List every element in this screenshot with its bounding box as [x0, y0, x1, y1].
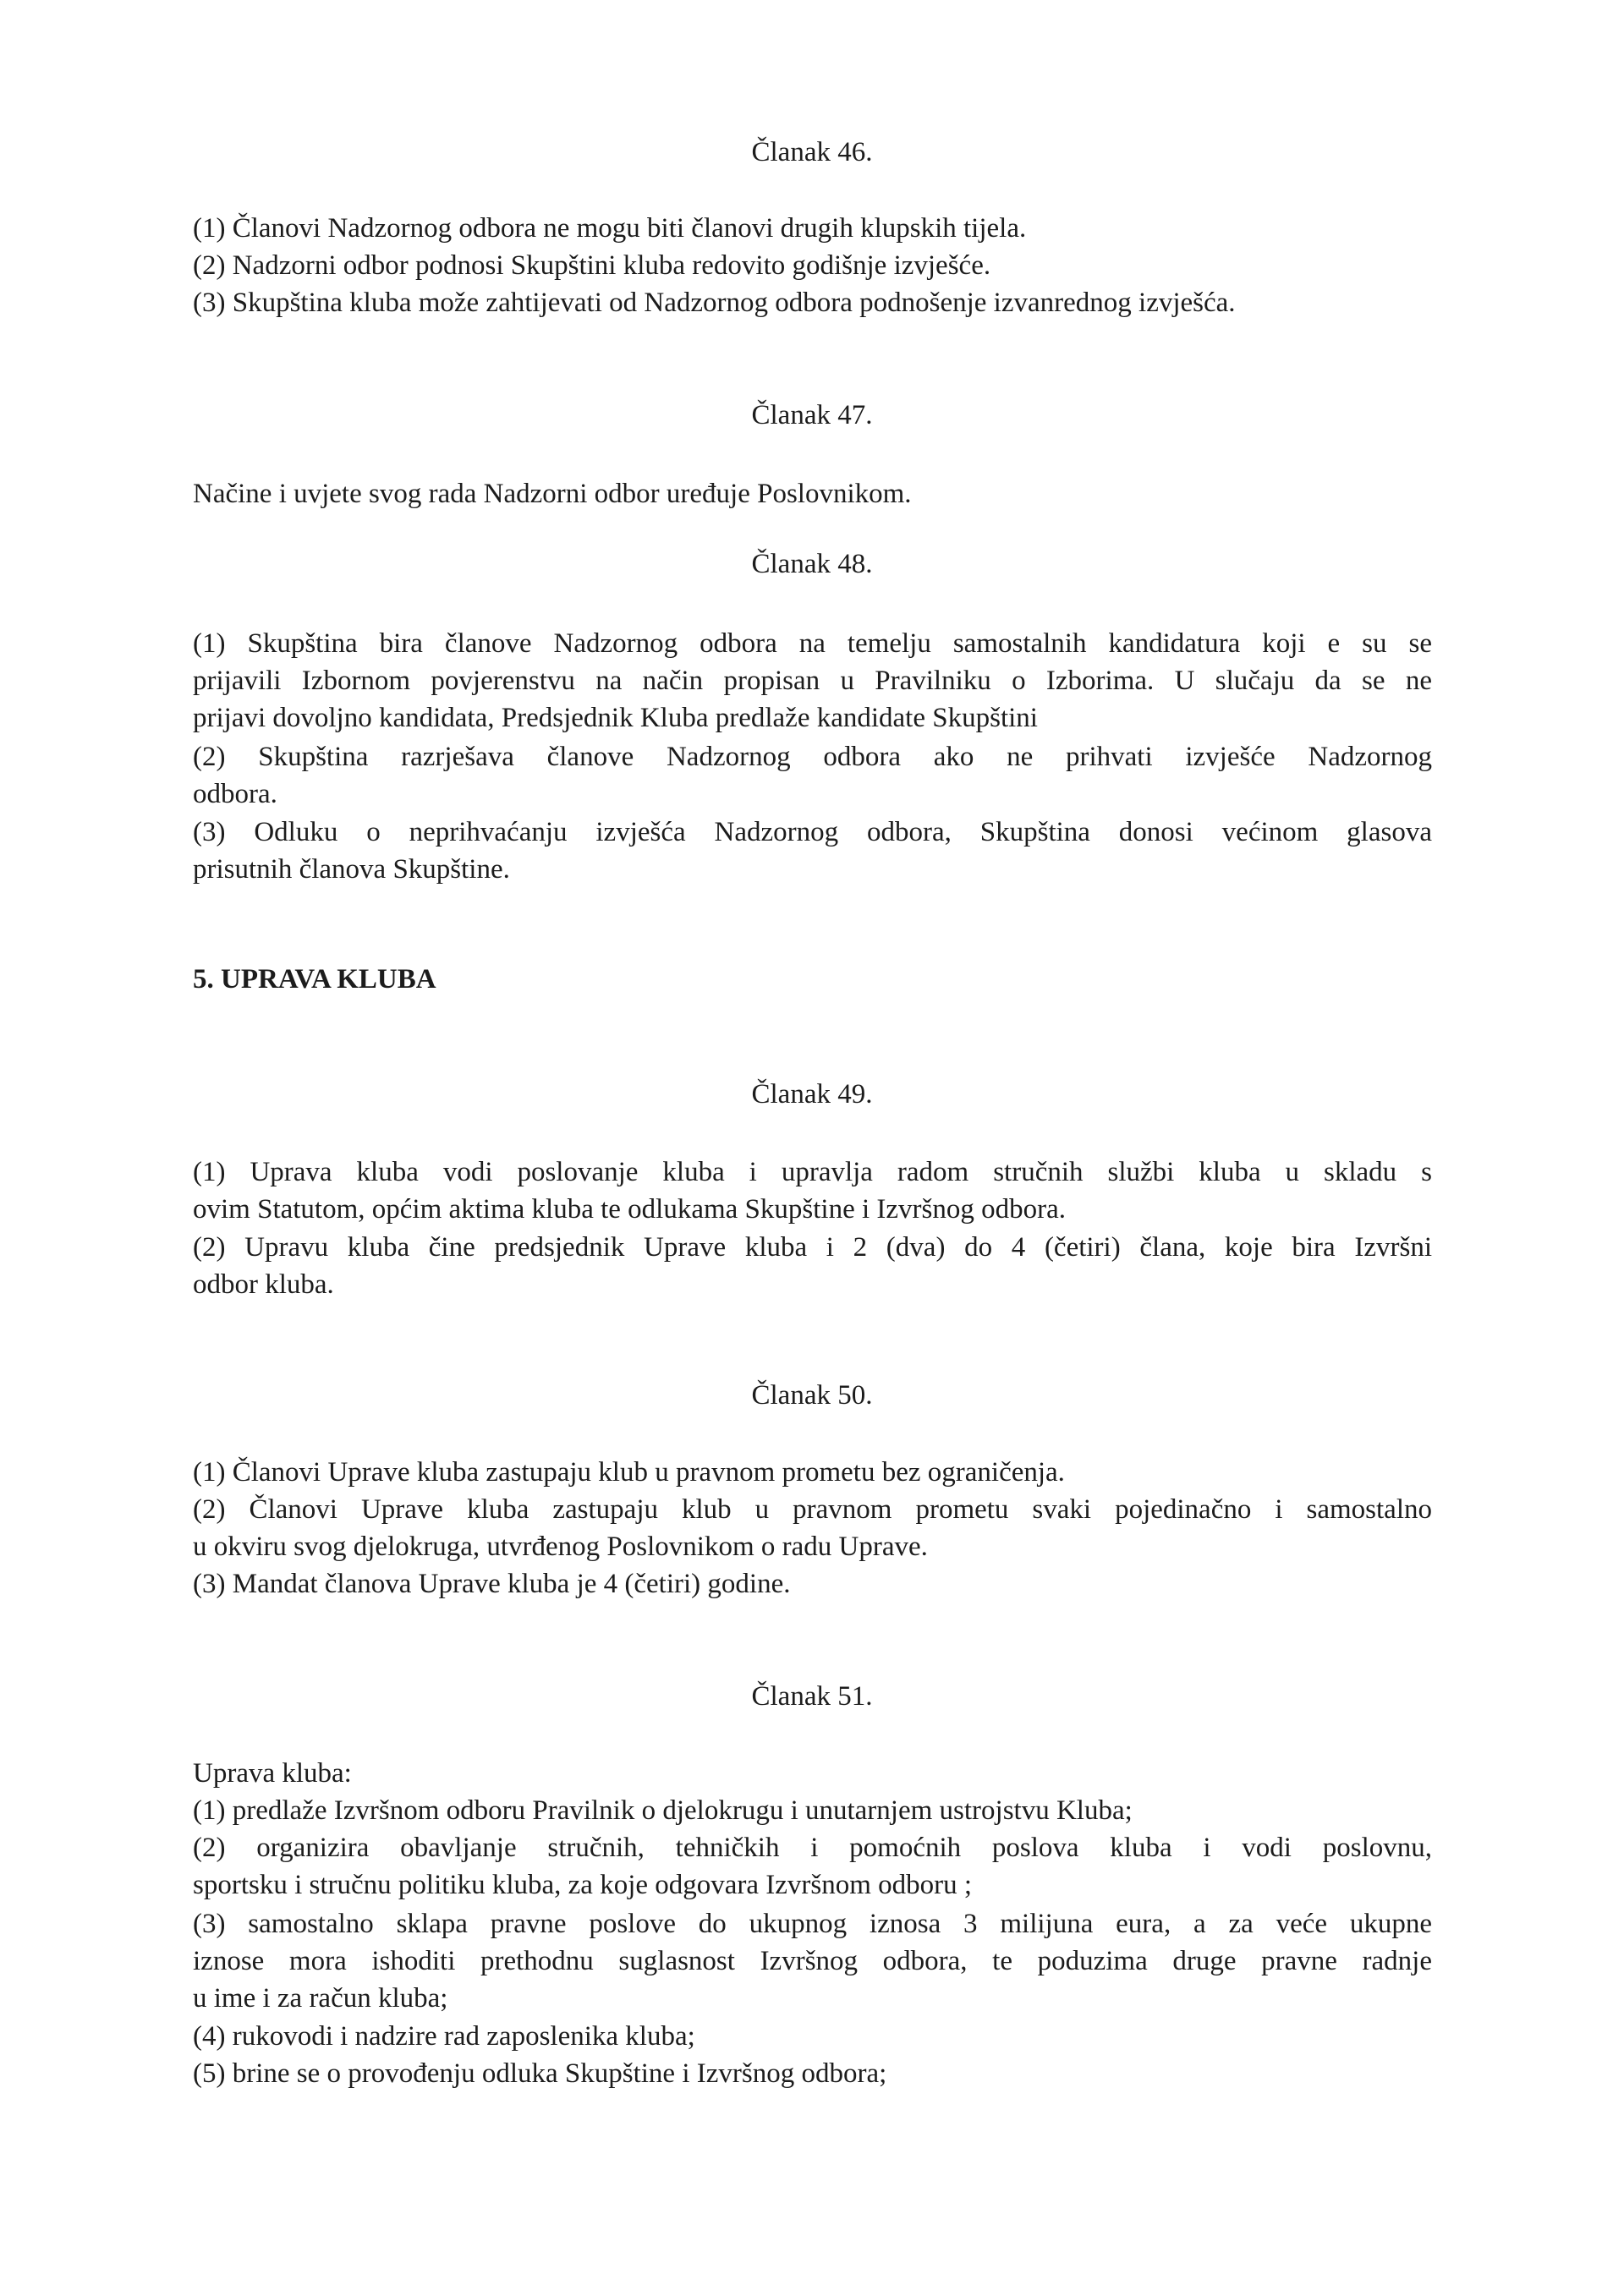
article-51-line-5: (3) samostalno sklapa pravne poslove do ukupnog iznosa 3 milijuna eura, a za veće ukupne — [193, 1909, 1432, 1939]
article-51-line-2: (1) predlaže Izvršnom odboru Pravilnik o djelokrugu i unutarnjem ustrojstvu Kluba; — [193, 1795, 1133, 1826]
article-48-line-5: odbora. — [193, 779, 277, 809]
article-51-line-9: (5) brine se o provođenju odluka Skupštine i Izvršnog odbora; — [193, 2058, 887, 2089]
article-50-heading: Članak 50. — [751, 1380, 873, 1411]
article-49-line-1: (1) Uprava kluba vodi poslovanje kluba i upravlja radom stručnih službi kluba u skladu s — [193, 1157, 1432, 1187]
article-48-line-2: prijavili Izbornom povjerenstvu na način propisan u Pravilniku o Izborima. U slučaju da se ne — [193, 666, 1432, 696]
article-47-line-1: Načine i uvjete svog rada Nadzorni odbor uređuje Poslovnikom. — [193, 479, 912, 509]
article-46-heading: Članak 46. — [751, 137, 873, 167]
article-50-line-1: (1) Članovi Uprave kluba zastupaju klub u pravnom prometu bez ograničenja. — [193, 1457, 1065, 1488]
article-49-line-4: odbor kluba. — [193, 1269, 334, 1300]
article-48-line-1: (1) Skupština bira članove Nadzornog odbora na temelju samostalnih kandidatura koji e su se — [193, 628, 1432, 659]
article-51-line-8: (4) rukovodi i nadzire rad zaposlenika kluba; — [193, 2021, 695, 2052]
article-51-line-4: sportsku i stručnu politiku kluba, za koje odgovara Izvršnom odboru ; — [193, 1870, 973, 1900]
article-49-heading: Članak 49. — [751, 1079, 873, 1110]
article-49-line-3: (2) Upravu kluba čine predsjednik Uprave kluba i 2 (dva) do 4 (četiri) člana, koje bira Izvršni — [193, 1232, 1432, 1263]
article-50-line-2: (2) Članovi Uprave kluba zastupaju klub u pravnom prometu svaki pojedinačno i samostalno — [193, 1494, 1432, 1525]
article-51-line-3: (2) organizira obavljanje stručnih, tehničkih i pomoćnih poslova kluba i vodi poslovnu, — [193, 1833, 1432, 1863]
article-51-heading: Članak 51. — [751, 1681, 873, 1712]
article-51-line-6: iznose mora ishoditi prethodnu suglasnost Izvršnog odbora, te poduzima druge pravne radnje — [193, 1946, 1432, 1976]
article-46-line-2: (2) Nadzorni odbor podnosi Skupštini kluba redovito godišnje izvješće. — [193, 250, 991, 281]
article-48-line-7: prisutnih članova Skupštine. — [193, 854, 510, 885]
article-50-line-3: u okviru svog djelokruga, utvrđenog Poslovnikom o radu Uprave. — [193, 1532, 928, 1562]
article-48-line-4: (2) Skupština razrješava članove Nadzornog odbora ako ne prihvati izvješće Nadzornog — [193, 742, 1432, 772]
article-46-line-3: (3) Skupština kluba može zahtijevati od Nadzornog odbora podnošenje izvanrednog izvješća. — [193, 288, 1236, 318]
section-title: 5. UPRAVA KLUBA — [193, 964, 436, 995]
article-48-heading: Članak 48. — [751, 549, 873, 579]
article-48-line-3: prijavi dovoljno kandidata, Predsjednik Kluba predlaže kandidate Skupštini — [193, 703, 1038, 733]
article-51-line-7: u ime i za račun kluba; — [193, 1983, 448, 2014]
article-46-line-1: (1) Članovi Nadzornog odbora ne mogu biti članovi drugih klupskih tijela. — [193, 213, 1027, 244]
article-48-line-6: (3) Odluku o neprihvaćanju izvješća Nadzornog odbora, Skupština donosi većinom glasova — [193, 817, 1432, 847]
article-47-heading: Članak 47. — [751, 400, 873, 430]
article-50-line-4: (3) Mandat članova Uprave kluba je 4 (četiri) godine. — [193, 1569, 791, 1599]
article-49-line-2: ovim Statutom, općim aktima kluba te odlukama Skupštine i Izvršnog odbora. — [193, 1194, 1067, 1225]
article-51-line-1: Uprava kluba: — [193, 1758, 352, 1789]
